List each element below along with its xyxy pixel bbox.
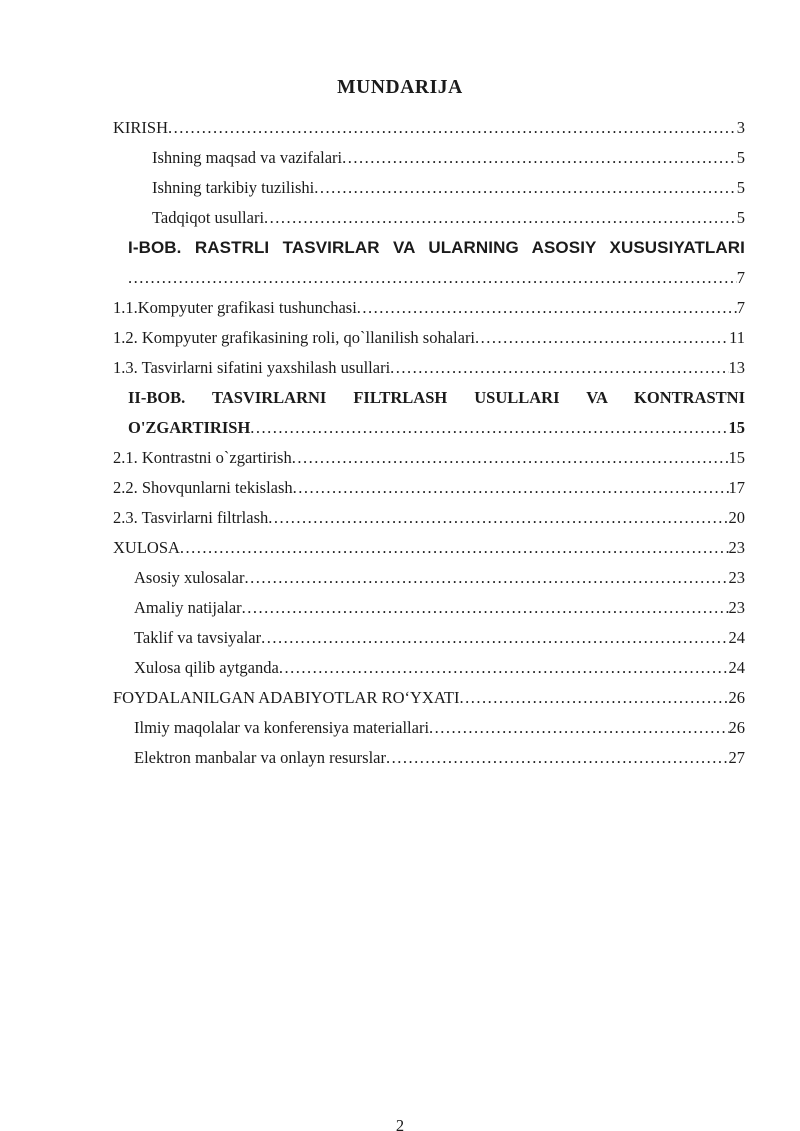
toc-page-number: 15: [728, 448, 745, 467]
toc-page-number: 23: [728, 568, 745, 587]
dot-leader: [168, 113, 737, 143]
page-title: MUNDARIJA: [337, 77, 463, 98]
dot-leader: [292, 443, 729, 473]
toc-entry-label: Taklif va tavsiyalar: [134, 628, 262, 647]
toc-entry-label: 1.1.Kompyuter grafikasi tushunchasi: [113, 298, 357, 317]
toc-entry[interactable]: [113, 743, 745, 773]
toc-page-number: 5: [736, 148, 745, 167]
dot-leader: [244, 563, 728, 593]
toc-entry[interactable]: [113, 353, 745, 383]
dot-leader: [390, 353, 728, 383]
toc-entry-label: XULOSA: [113, 538, 180, 557]
toc-entry-label: KIRISH: [113, 118, 169, 137]
toc-entry-label: Ishning tarkibiy tuzilishi: [152, 178, 315, 197]
toc-page-number: 17: [728, 478, 745, 497]
toc-page-number: 15: [728, 418, 745, 437]
toc-chapter-heading[interactable]: [128, 233, 745, 293]
dot-leader: [279, 653, 729, 683]
dot-leader: [180, 533, 729, 563]
chapter-title-continuation: [128, 413, 745, 443]
chapter-title-line: II-BOB. TASVIRLARNI FILTRLASH USULLARI VA KONTRASTNI: [128, 388, 745, 407]
toc-entry-label: Asosiy xulosalar: [134, 568, 245, 587]
dot-leader: [268, 503, 728, 533]
toc-entry[interactable]: [113, 173, 745, 203]
toc-page-number: 5: [736, 178, 745, 197]
dot-leader: [261, 623, 728, 653]
dot-leader: [342, 143, 737, 173]
dot-leader: [459, 683, 728, 713]
dot-leader: [429, 713, 728, 743]
toc-entry[interactable]: [113, 473, 745, 503]
dot-leader: [475, 323, 729, 353]
toc-page-number: 7: [736, 268, 745, 287]
toc-page-number: 27: [728, 748, 745, 767]
toc-entry-label: 2.1. Kontrastni o`zgartirish: [113, 448, 292, 467]
toc-entry-label: Tadqiqot usullari: [152, 208, 265, 227]
toc-entry-label: Ilmiy maqolalar va konferensiya materiallari: [134, 718, 430, 737]
toc-page-number: 24: [728, 628, 745, 647]
toc-entry[interactable]: [113, 113, 745, 143]
toc-entry[interactable]: [113, 653, 745, 683]
toc-entry-label: Amaliy natijalar: [134, 598, 242, 617]
toc-entry[interactable]: [113, 563, 745, 593]
toc-page-number: 26: [728, 688, 745, 707]
toc-page-number: 24: [728, 658, 745, 677]
toc-page-number: 26: [728, 718, 745, 737]
toc-page-number: 3: [736, 118, 745, 137]
toc-entry[interactable]: [113, 323, 745, 353]
table-of-contents: [113, 113, 745, 773]
toc-entry[interactable]: [113, 503, 745, 533]
toc-chapter-heading[interactable]: [128, 383, 745, 443]
dot-leader: [250, 413, 728, 443]
dot-leader: [264, 203, 737, 233]
toc-page-number: 20: [728, 508, 745, 527]
toc-entry-label: O'ZGARTIRISH: [128, 418, 251, 437]
dot-leader: [242, 593, 729, 623]
toc-entry[interactable]: [113, 533, 745, 563]
toc-entry-label: 2.3. Tasvirlarni filtrlash: [113, 508, 269, 527]
toc-page-number: 5: [736, 208, 745, 227]
toc-entry-label: Ishning maqsad va vazifalari: [152, 148, 343, 167]
toc-entry-label: Elektron manbalar va onlayn resurslar: [134, 748, 386, 767]
toc-entry-label: 1.2. Kompyuter grafikasining roli, qo`llanilish sohalari: [113, 328, 476, 347]
toc-page-number: 23: [728, 538, 745, 557]
dot-leader: [386, 743, 729, 773]
toc-entry-label: 2.2. Shovqunlarni tekislash: [113, 478, 293, 497]
chapter-title-line: I-BOB. RASTRLI TASVIRLAR VA ULARNING ASOSIY XUSUSIYATLARI: [128, 238, 745, 257]
dot-leader: [314, 173, 737, 203]
toc-page-number: 11: [729, 328, 745, 347]
toc-entry[interactable]: [113, 683, 745, 713]
document-page: [0, 76, 800, 1131]
toc-entry[interactable]: [113, 713, 745, 743]
chapter-title-continuation: [128, 263, 745, 293]
toc-entry[interactable]: [113, 623, 745, 653]
toc-page-number: 7: [736, 298, 745, 317]
dot-leader: [293, 473, 729, 503]
toc-entry[interactable]: [113, 143, 745, 173]
toc-page-number: 13: [728, 358, 745, 377]
toc-entry[interactable]: [113, 443, 745, 473]
dot-leader: [128, 263, 737, 293]
toc-entry-label: 1.3. Tasvirlarni sifatini yaxshilash usullari: [113, 358, 391, 377]
toc-page-number: 23: [728, 598, 745, 617]
toc-entry-label: FOYDALANILGAN ADABIYOTLAR RO‘YXATI: [113, 688, 460, 707]
toc-entry[interactable]: [113, 293, 745, 323]
toc-entry[interactable]: [113, 593, 745, 623]
page-number: 2: [395, 1116, 405, 1131]
toc-entry-label: Xulosa qilib aytganda: [134, 658, 279, 677]
dot-leader: [357, 293, 737, 323]
toc-entry[interactable]: [113, 203, 745, 233]
